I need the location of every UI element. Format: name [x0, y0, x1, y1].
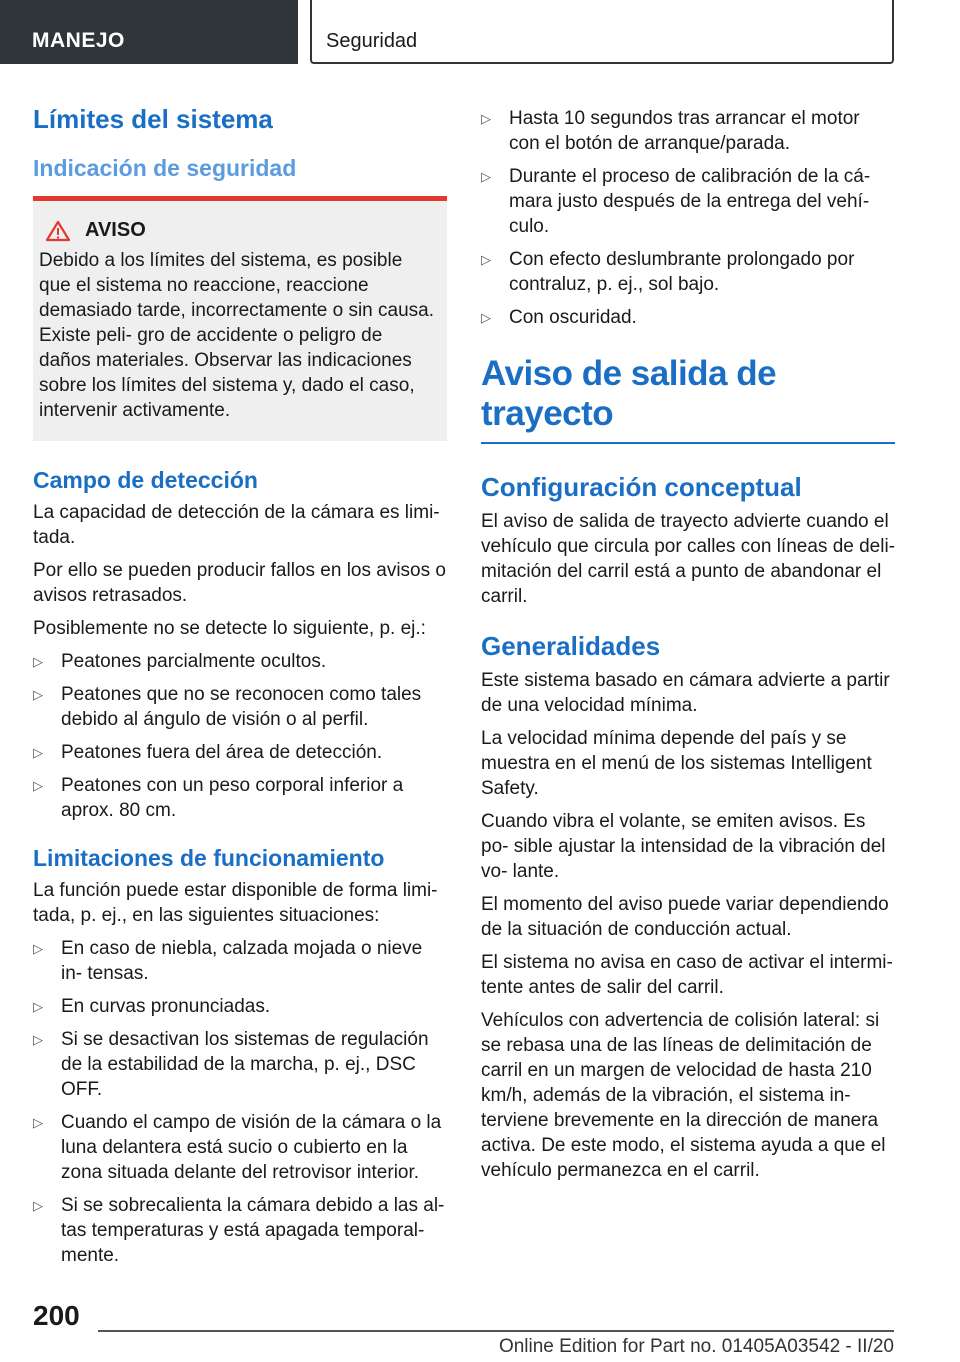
- limitations-list: [33, 936, 447, 1268]
- bullet-triangle-icon: ▷: [33, 1198, 43, 1213]
- limitations-paragraph: La función puede estar disponible de forma limi- tada, p. ej., en las siguientes situaciones:: [33, 880, 438, 926]
- detection-paragraph-1: La capacidad de detección de la cámara es limi- tada.: [33, 502, 440, 548]
- list-item: ▷ En caso de niebla, calzada mojada o nieve in- tensas.: [33, 938, 423, 984]
- list-item: ▷ Cuando el campo de visión de la cámara o la luna delantera está sucio o cubierto en la zona situada delante del retrovisor interior.: [33, 1112, 442, 1183]
- list-item: ▷ Hasta 10 segundos tras arrancar el motor con el botón de arranque/parada.: [481, 108, 860, 154]
- bullet-triangle-icon: ▷: [33, 778, 43, 793]
- bullet-triangle-icon: ▷: [33, 941, 43, 956]
- lane-departure-title: Aviso de salida de trayecto: [481, 354, 895, 444]
- continued-list: [481, 106, 895, 330]
- bullet-triangle-icon: ▷: [481, 111, 491, 126]
- detection-paragraph-2: Por ello se pueden producir fallos en los avisos o avisos retrasados.: [33, 560, 446, 606]
- bullet-triangle-icon: ▷: [33, 654, 43, 669]
- bullet-triangle-icon: ▷: [33, 1032, 43, 1047]
- list-item: ▷ En curvas pronunciadas.: [33, 996, 271, 1017]
- list-item: ▷ Peatones con un peso corporal inferior a aprox. 80 cm.: [33, 775, 404, 821]
- left-column: [33, 100, 447, 1276]
- limitations-heading: Limitaciones de funcionamiento: [33, 845, 385, 871]
- list-item: ▷ Peatones que no se reconocen como tales debido al ángulo de visión o al perfil.: [33, 684, 422, 730]
- warning-header: [39, 219, 437, 242]
- bullet-triangle-icon: ▷: [33, 999, 43, 1014]
- general-paragraph: Cuando vibra el volante, se emiten avisos. Es po- sible ajustar la intensidad de la vibración del vo- lante.: [481, 811, 886, 882]
- detection-heading: Campo de detección: [33, 467, 258, 493]
- concept-heading: Configuración conceptual: [481, 472, 802, 502]
- header-section-label: MANEJO: [32, 29, 125, 52]
- general-heading: Generalidades: [481, 631, 661, 661]
- general-paragraph: El momento del aviso puede variar dependiendo de la situación de conducción actual.: [481, 894, 889, 940]
- header-chapter-label: Seguridad: [326, 30, 418, 52]
- list-item: ▷ Con efecto deslumbrante prolongado por contraluz, p. ej., sol bajo.: [481, 249, 855, 295]
- header-section-tab: [0, 0, 298, 64]
- detection-paragraph-3: Posiblemente no se detecte lo siguiente, p. ej.:: [33, 618, 426, 639]
- general-paragraph: Vehículos con advertencia de colisión lateral: si se rebasa una de las líneas de delimitación de carril en un margen de velocidad de hasta 210 km/h, además de la vibración, el sistema in- terviene brevemente en la dirección de manera activa. De este modo, el sistema ayuda a que el vehículo permanezca en el carril.: [481, 1010, 886, 1181]
- general-paragraph: La velocidad mínima depende del país y se muestra en el menú de los sistemas Intelligent Safety.: [481, 728, 872, 799]
- concept-paragraph: El aviso de salida de trayecto advierte cuando el vehículo que circula por calles con líneas de deli- mitación del carril está a punto de abandonar el carril.: [481, 511, 896, 607]
- list-item: ▷ Durante el proceso de calibración de la cá- mara justo después de la entrega del vehí- culo.: [481, 166, 871, 237]
- bullet-triangle-icon: ▷: [33, 1115, 43, 1130]
- bullet-triangle-icon: ▷: [33, 745, 43, 760]
- list-item: ▷ Si se desactivan los sistemas de regulación de la estabilidad de la marcha, p. ej., DSC OFF.: [33, 1029, 429, 1100]
- safety-subtitle: Indicación de seguridad: [33, 155, 297, 181]
- warning-label: AVISO: [85, 219, 146, 241]
- footer-edition: Online Edition for Part no. 01405A03542 - II/20: [498, 1336, 894, 1357]
- bullet-triangle-icon: ▷: [481, 310, 491, 325]
- bullet-triangle-icon: ▷: [33, 687, 43, 702]
- list-item: ▷ Con oscuridad.: [481, 307, 637, 328]
- bullet-triangle-icon: ▷: [481, 252, 491, 267]
- warning-triangle-icon: [45, 220, 71, 242]
- general-paragraph: Este sistema basado en cámara advierte a partir de una velocidad mínima.: [481, 670, 890, 716]
- detection-list: [33, 649, 447, 823]
- list-item: ▷ Peatones fuera del área de detección.: [33, 742, 383, 763]
- warning-box: [33, 196, 447, 441]
- general-paragraph: El sistema no avisa en caso de activar el intermi- tente antes de salir del carril.: [481, 952, 893, 998]
- list-item: ▷ Peatones parcialmente ocultos.: [33, 651, 327, 672]
- footer-divider: [98, 1330, 894, 1332]
- right-column: [481, 106, 895, 1191]
- bullet-triangle-icon: ▷: [481, 169, 491, 184]
- section-title: Límites del sistema: [33, 104, 273, 134]
- list-item: ▷ Si se sobrecalienta la cámara debido a las al- tas temperaturas y está apagada temporal- mente.: [33, 1195, 445, 1266]
- page-number: 200: [33, 1300, 80, 1331]
- header-chapter-tab: [310, 0, 894, 64]
- warning-text: Debido a los límites del sistema, es posible que el sistema no reaccione, reaccione demasiado tarde, incorrectamente o sin causa. Existe peli- gro de accidente o peligro de daños materiales. Observar las indicaciones sobre los límites del sistema y, dado el caso, intervenir activamente.: [39, 250, 434, 421]
